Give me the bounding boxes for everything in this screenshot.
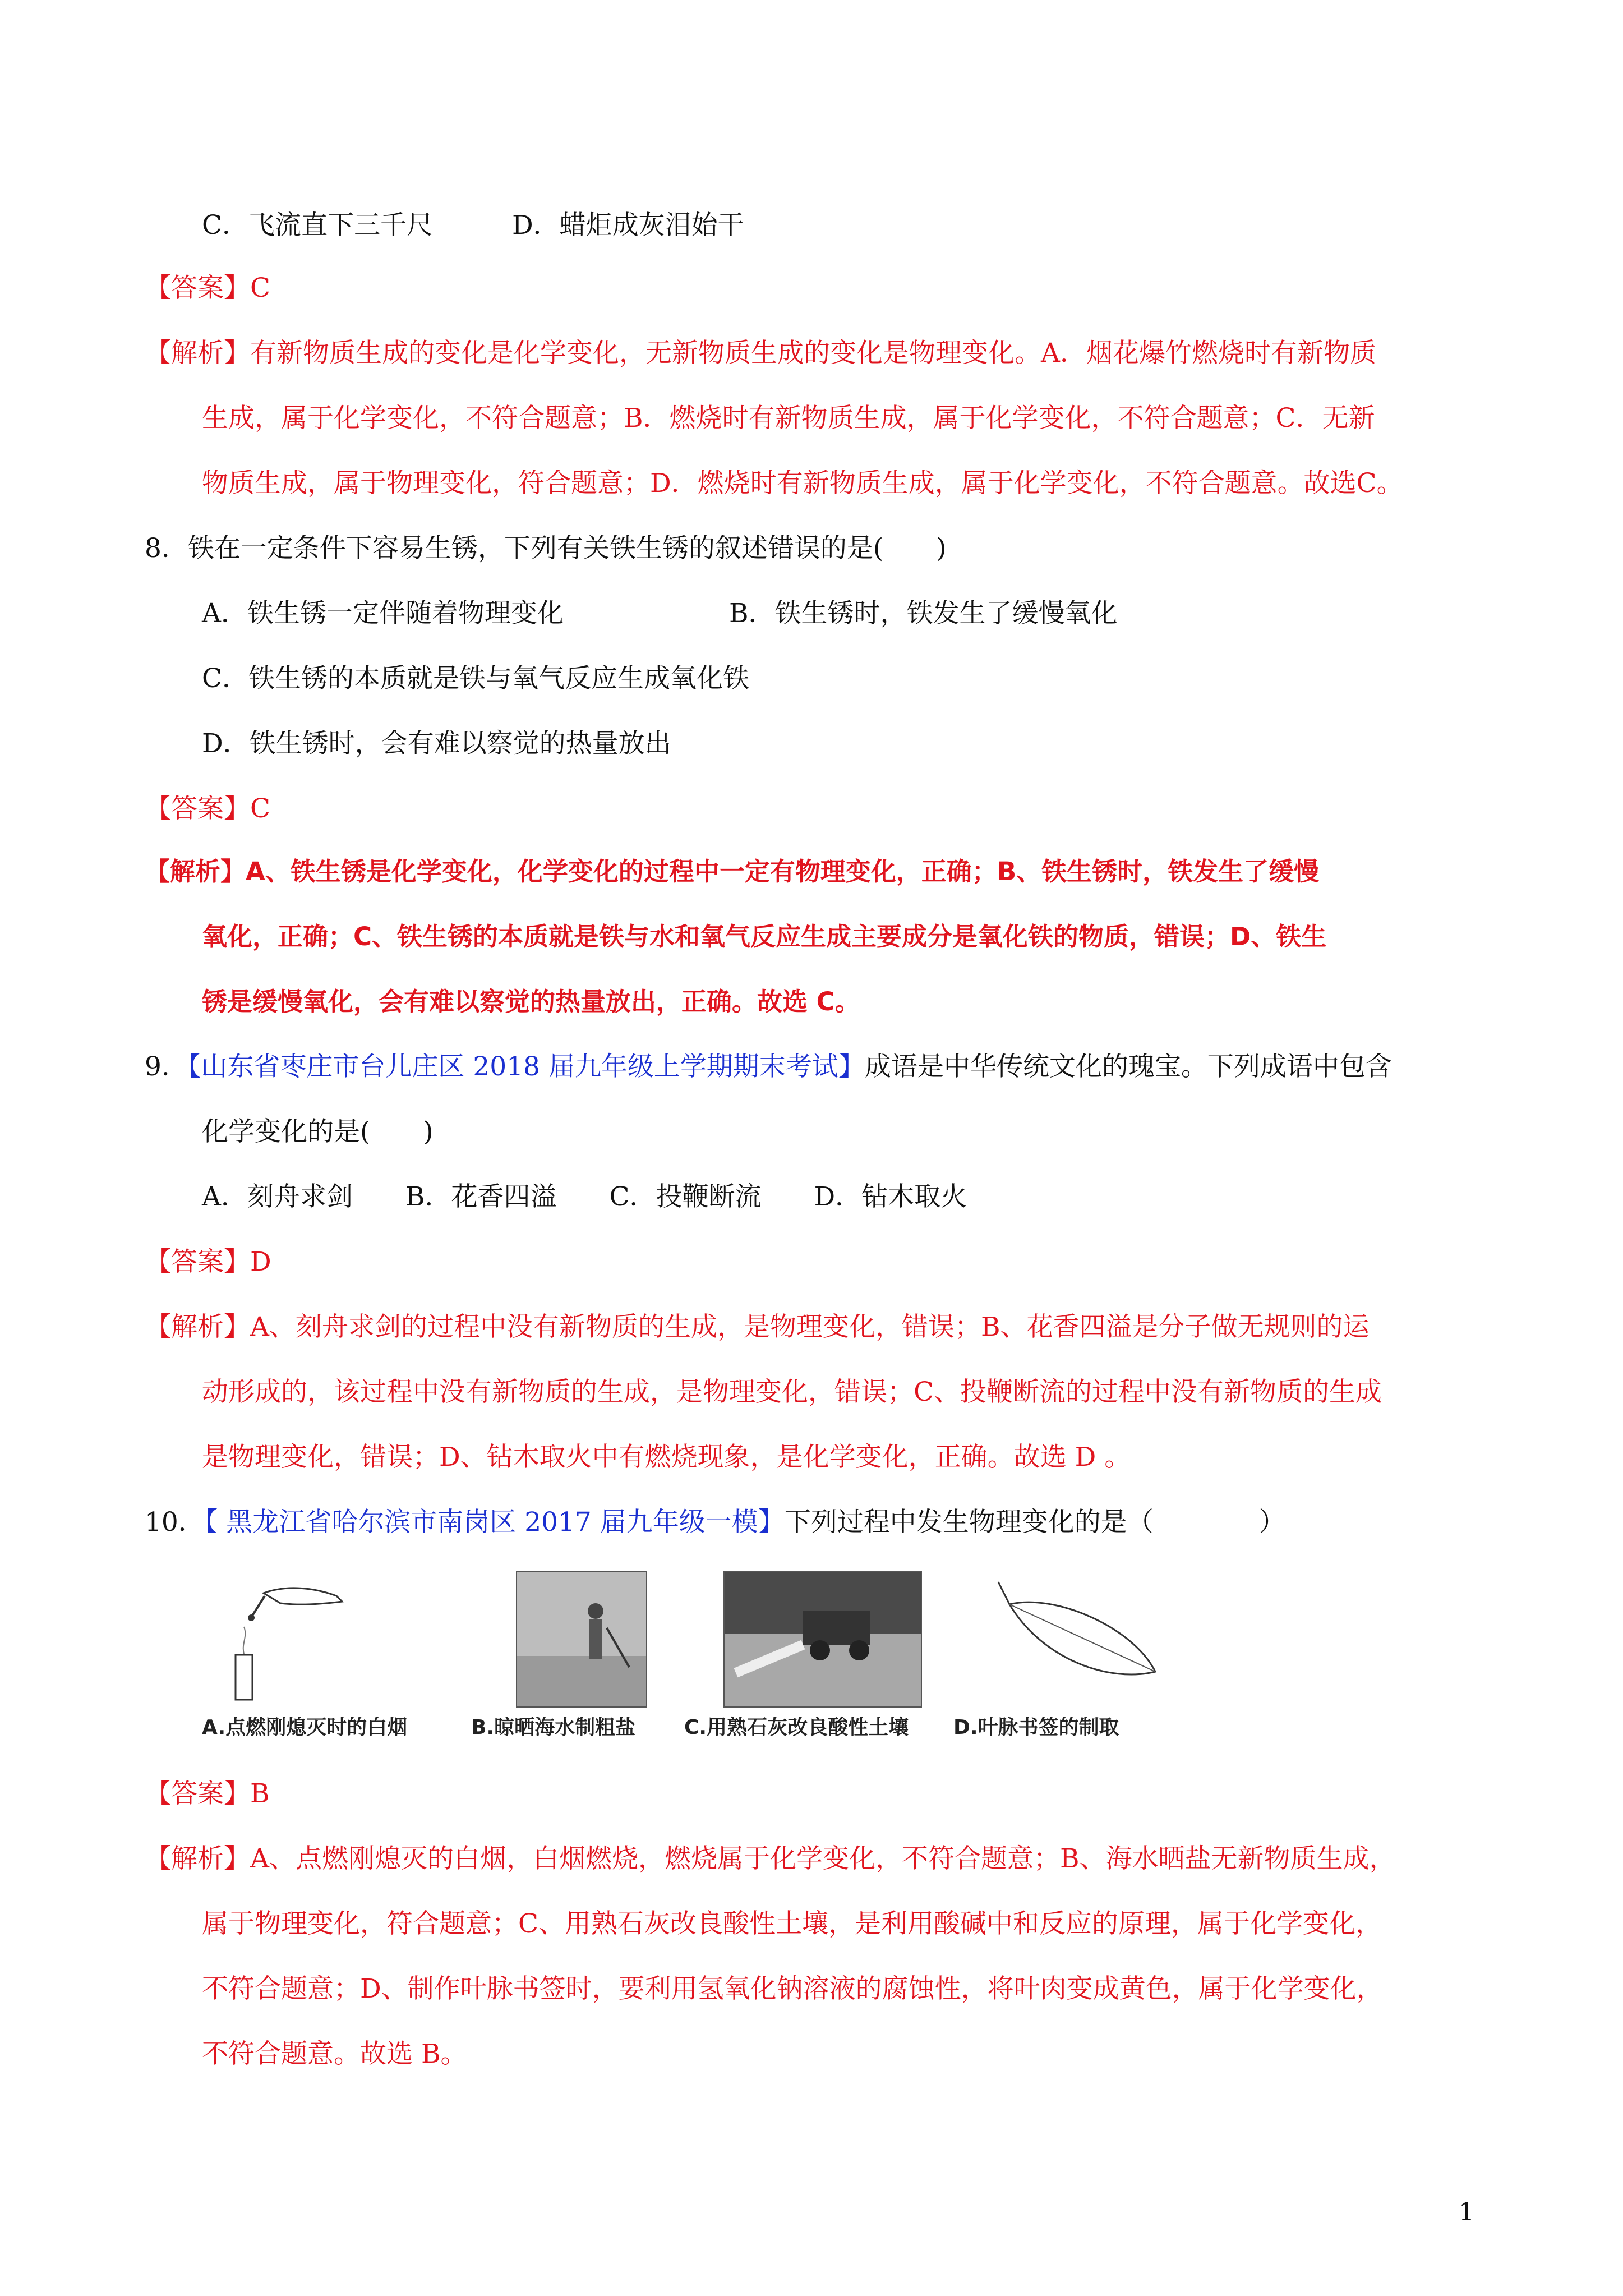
q7-answer <box>145 272 270 305</box>
q9-stem-line-2: 化学变化的是( ) <box>202 1116 434 1147</box>
q9-options: A．刻舟求剑 B．花香四溢 C．投鞭断流 D．钻木取火 <box>202 1181 967 1212</box>
answer-value: C <box>250 793 270 824</box>
q8-option-c: C．铁生锈的本质就是铁与氧气反应生成氧化铁 <box>202 663 749 694</box>
q8-answer <box>145 792 270 826</box>
q8-stem: 8．铁在一定条件下容易生锈，下列有关铁生锈的叙述错误的是( ) <box>145 533 947 564</box>
q7-analysis-line-1 <box>145 337 1376 370</box>
figure-c-image <box>723 1571 922 1708</box>
answer-tag: 【答案】 <box>145 1246 250 1277</box>
question-text: 下列过程中发生物理变化的是（ ） <box>784 1507 1285 1538</box>
salt-pan-worker-icon <box>517 1572 646 1706</box>
match-and-candle-icon <box>202 1571 381 1705</box>
figure-c-caption: C.用熟石灰改良酸性土壤 <box>684 1716 909 1739</box>
question-text: 成语是中华传统文化的瑰宝。下列成语中包含 <box>864 1051 1392 1082</box>
tractor-field-icon <box>725 1572 921 1706</box>
answer-value: B <box>250 1778 270 1809</box>
q8-analysis-line-3: 锈是缓慢氧化，会有难以察觉的热量放出，正确。故选 C。 <box>202 987 860 1016</box>
analysis-tag: 【解析】 <box>145 857 246 886</box>
q10-answer <box>145 1777 270 1811</box>
figure-d-caption: D.叶脉书签的制取 <box>953 1716 1119 1739</box>
figure-a-caption: A.点燃刚熄灭时的白烟 <box>202 1716 408 1739</box>
q8-analysis-line-1 <box>145 855 1319 889</box>
q10-analysis-line-3: 不符合题意；D、制作叶脉书签时，要利用氢氧化钠溶液的腐蚀性，将叶肉变成黄色，属于化学变化， <box>202 1973 1383 2004</box>
q7-analysis-line-3: 物质生成，属于物理变化，符合题意；D．燃烧时有新物质生成，属于化学变化，不符合题意。故选C。 <box>202 468 1403 499</box>
question-number: 9． <box>145 1051 188 1082</box>
q7-options-cd: C．飞流直下三千尺 D．蜡炬成灰泪始干 <box>202 210 744 241</box>
answer-tag: 【答案】 <box>145 793 250 824</box>
analysis-tag: 【解析】 <box>145 338 250 369</box>
analysis-text: A、点燃刚熄灭的白烟，白烟燃烧，燃烧属于化学变化，不符合题意；B、海水晒盐无新物质生成， <box>250 1843 1396 1874</box>
figure-b-image <box>516 1571 647 1708</box>
page-number: 1 <box>1459 2198 1474 2226</box>
q8-analysis-line-2: 氧化，正确；C、铁生锈的本质就是铁与水和氧气反应生成主要成分是氧化铁的物质，错误；D、铁生 <box>202 922 1327 951</box>
analysis-tag: 【解析】 <box>145 1312 250 1342</box>
q10-figure-strip <box>202 1571 1178 1756</box>
q8-option-b: B．铁生锈时，铁发生了缓慢氧化 <box>729 598 1118 629</box>
q10-analysis-line-1 <box>145 1842 1395 1876</box>
q9-analysis-line-3: 是物理变化，错误；D、钻木取火中有燃烧现象，是化学变化，正确。故选 D 。 <box>202 1442 1131 1473</box>
figure-a-image <box>202 1571 381 1705</box>
q10-analysis-line-2: 属于物理变化，符合题意；C、用熟石灰改良酸性土壤，是利用酸碱中和反应的原理，属于化学变化， <box>202 1908 1382 1939</box>
analysis-text: A、铁生锈是化学变化，化学变化的过程中一定有物理变化，正确；B、铁生锈时，铁发生了缓慢 <box>246 857 1320 886</box>
q10-analysis-line-4: 不符合题意。故选 B。 <box>202 2039 467 2069</box>
q8-option-d: D．铁生锈时，会有难以察觉的热量放出 <box>202 728 671 759</box>
q10-stem <box>145 1506 1285 1539</box>
q9-stem-line-1 <box>145 1050 1392 1084</box>
q8-option-a: A．铁生锈一定伴随着物理变化 <box>202 598 564 629</box>
answer-value: D <box>250 1246 271 1277</box>
analysis-tag: 【解析】 <box>145 1843 250 1874</box>
q9-answer <box>145 1245 271 1279</box>
figure-d-image <box>987 1571 1178 1705</box>
question-source: 【山东省枣庄市台儿庄区 2018 届九年级上学期期末考试】 <box>187 1051 865 1082</box>
q9-analysis-line-1 <box>145 1310 1369 1344</box>
figure-b-caption: B.晾晒海水制粗盐 <box>471 1716 636 1739</box>
leaf-icon <box>987 1571 1178 1705</box>
question-source: 【 黑龙江省哈尔滨市南岗区 2017 届九年级一模】 <box>204 1507 785 1538</box>
q7-analysis-line-2: 生成，属于化学变化，不符合题意；B．燃烧时有新物质生成，属于化学变化，不符合题意；C．无新 <box>202 403 1375 434</box>
analysis-text: 有新物质生成的变化是化学变化，无新物质生成的变化是物理变化。A．烟花爆竹燃烧时有新物质 <box>250 338 1376 369</box>
answer-tag: 【答案】 <box>145 273 250 303</box>
answer-tag: 【答案】 <box>145 1778 250 1809</box>
answer-value: C <box>250 273 270 303</box>
q9-analysis-line-2: 动形成的，该过程中没有新物质的生成，是物理变化，错误；C、投鞭断流的过程中没有新物质的生成 <box>202 1377 1382 1407</box>
analysis-text: A、刻舟求剑的过程中没有新物质的生成，是物理变化，错误；B、花香四溢是分子做无规则的运 <box>250 1312 1370 1342</box>
question-number: 10． <box>145 1507 205 1538</box>
